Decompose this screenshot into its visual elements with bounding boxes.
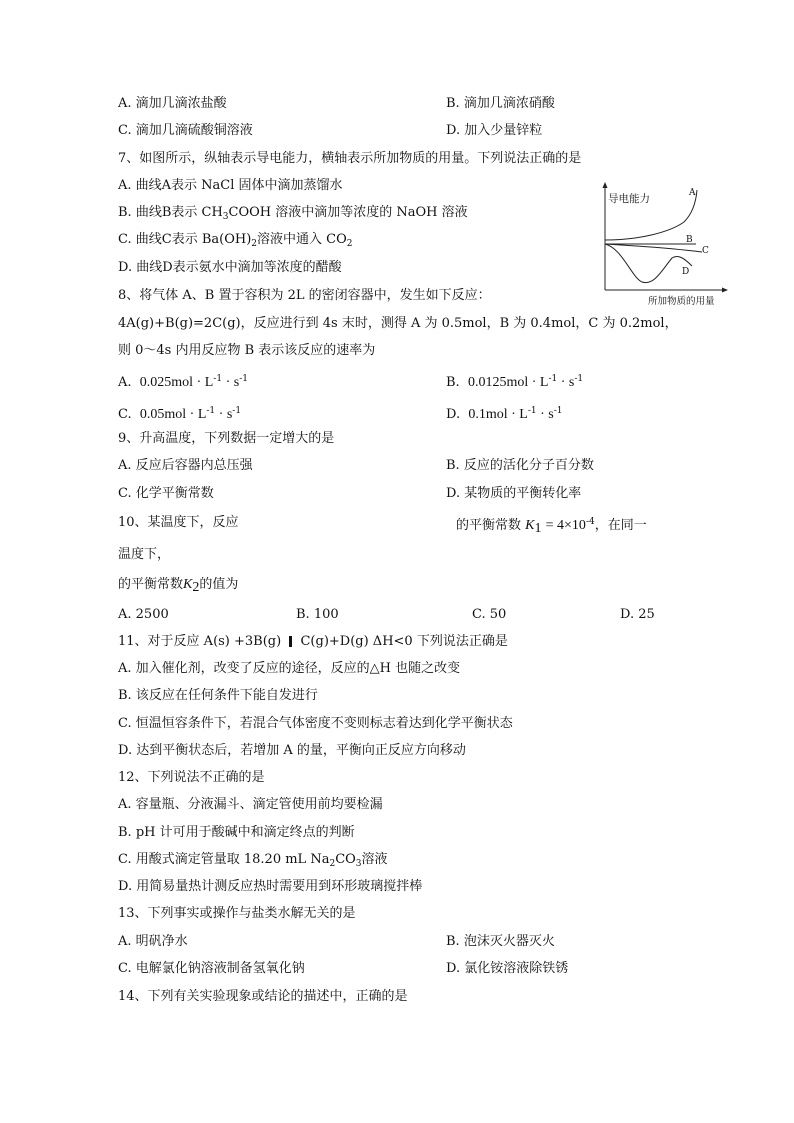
curve-a-label: A: [689, 188, 696, 198]
curve-d-label: D: [682, 267, 690, 277]
curve-b-label: B: [686, 235, 693, 245]
equilibrium-arrow-icon: [289, 636, 292, 647]
q9-option-d: D. 某物质的平衡转化率: [446, 486, 582, 501]
q8-line3: 则 0～4s 内用反应物 B 表示该反应的速率为: [118, 343, 376, 358]
q7-option-d: D. 曲线D表示氨水中滴加等浓度的醋酸: [118, 260, 342, 275]
q11-option-c: C. 恒温恒容条件下，若混合气体密度不变则标志着达到化学平衡状态: [118, 716, 513, 731]
q9-option-c: C. 化学平衡常数: [118, 486, 214, 501]
q10-stem-k1: 的平衡常数 $K_1 = 4\times 10^{-4}$，在同一: [456, 517, 647, 536]
q14-stem: 14、下列有关实验现象或结论的描述中，正确的是: [118, 989, 408, 1004]
q8-option-b: B. $0.0125mol \cdot L^{-1} \cdot s^{-1}$: [446, 374, 584, 390]
q11-stem: 11、对于反应 A(s) +3B(g) C(g)+D(g) ΔH<0 下列说法正确是: [118, 634, 508, 649]
q6-option-c: C. 滴加几滴硫酸铜溶液: [118, 123, 253, 138]
q7-option-c: C. 曲线C表示 $Ba(OH)_2$溶液中通入 $CO_2$: [118, 232, 353, 249]
graph-x-label: 所加物质的用量: [648, 296, 715, 307]
q12-option-b: B. pH 计可用于酸碱中和滴定终点的判断: [118, 825, 355, 840]
q11-option-d: D. 达到平衡状态后，若增加 A 的量，平衡向正反应方向移动: [118, 743, 466, 758]
conductivity-graph: [600, 182, 730, 310]
q8-stem: 8、将气体 A、B 置于容积为 2L 的密闭容器中，发生如下反应：: [118, 288, 491, 303]
curve-c-label: C: [702, 246, 709, 256]
q9-option-a: A. 反应后容器内总压强: [118, 458, 253, 473]
q12-option-c: C. 用酸式滴定管量取 18.20 mL $Na_2CO_3$溶液: [118, 852, 388, 869]
q11-option-a: A. 加入催化剂，改变了反应的途径，反应的△H 也随之改变: [118, 661, 461, 676]
q13-option-a: A. 明矾净水: [118, 934, 188, 949]
q9-stem: 9、升高温度，下列数据一定增大的是: [118, 431, 335, 446]
q6-option-b: B. 滴加几滴浓硝酸: [446, 96, 555, 111]
q10-stem-start: 10、某温度下，反应: [118, 515, 239, 530]
q13-option-c: C. 电解氯化钠溶液制备氢氧化钠: [118, 961, 305, 976]
q6-option-d: D. 加入少量锌粒: [446, 123, 543, 138]
q10-option-d: D. 25: [620, 607, 655, 622]
q10-line2: 温度下，: [118, 547, 171, 562]
q10-option-a: A. 2500: [118, 607, 169, 622]
q8-option-a: A. $0.025mol \cdot L^{-1} \cdot s^{-1}$: [118, 374, 248, 390]
q7-stem: 7、如图所示，纵轴表示导电能力，横轴表示所加物质的用量。下列说法正确的是: [118, 151, 582, 166]
q13-option-d: D. 氯化铵溶液除铁锈: [446, 961, 569, 976]
q10-line3: 的平衡常数$K_2$的值为: [118, 577, 239, 595]
q10-option-b: B. 100: [296, 607, 339, 622]
q8-option-c: C. $0.05mol \cdot L^{-1} \cdot s^{-1}$: [118, 406, 242, 422]
q8-line2: 4A(g)+B(g)=2C(g)，反应进行到 4s 末时，测得 A 为 0.5mol，B 为 0.4mol，C 为 0.2mol，: [118, 316, 678, 331]
q7-option-a: A. 曲线A表示 NaCl 固体中滴加蒸馏水: [118, 178, 343, 193]
q10-option-c: C. 50: [472, 607, 507, 622]
q12-option-d: D. 用简易量热计测反应热时需要用到环形玻璃搅拌棒: [118, 879, 423, 894]
q8-option-d: D. $0.1mol \cdot L^{-1} \cdot s^{-1}$: [446, 406, 563, 422]
curve-c: [605, 244, 702, 252]
q12-option-a: A. 容量瓶、分液漏斗、滴定管使用前均要检漏: [118, 797, 383, 812]
q7-option-b: B. 曲线B表示 $CH_3COOH$ 溶液中滴加等浓度的 NaOH 溶液: [118, 205, 468, 222]
graph-x-axis-arrow: [722, 288, 728, 293]
q13-option-b: B. 泡沫灭火器灭火: [446, 934, 555, 949]
q9-option-b: B. 反应的活化分子百分数: [446, 458, 594, 473]
q13-stem: 13、下列事实或操作与盐类水解无关的是: [118, 906, 356, 921]
q12-stem: 12、下列说法不正确的是: [118, 770, 265, 785]
graph-y-label: 导电能力: [608, 193, 650, 205]
q11-option-b: B. 该反应在任何条件下能自发进行: [118, 688, 318, 703]
q6-option-a: A. 滴加几滴浓盐酸: [118, 96, 227, 111]
graph-y-axis-arrow: [603, 182, 608, 188]
